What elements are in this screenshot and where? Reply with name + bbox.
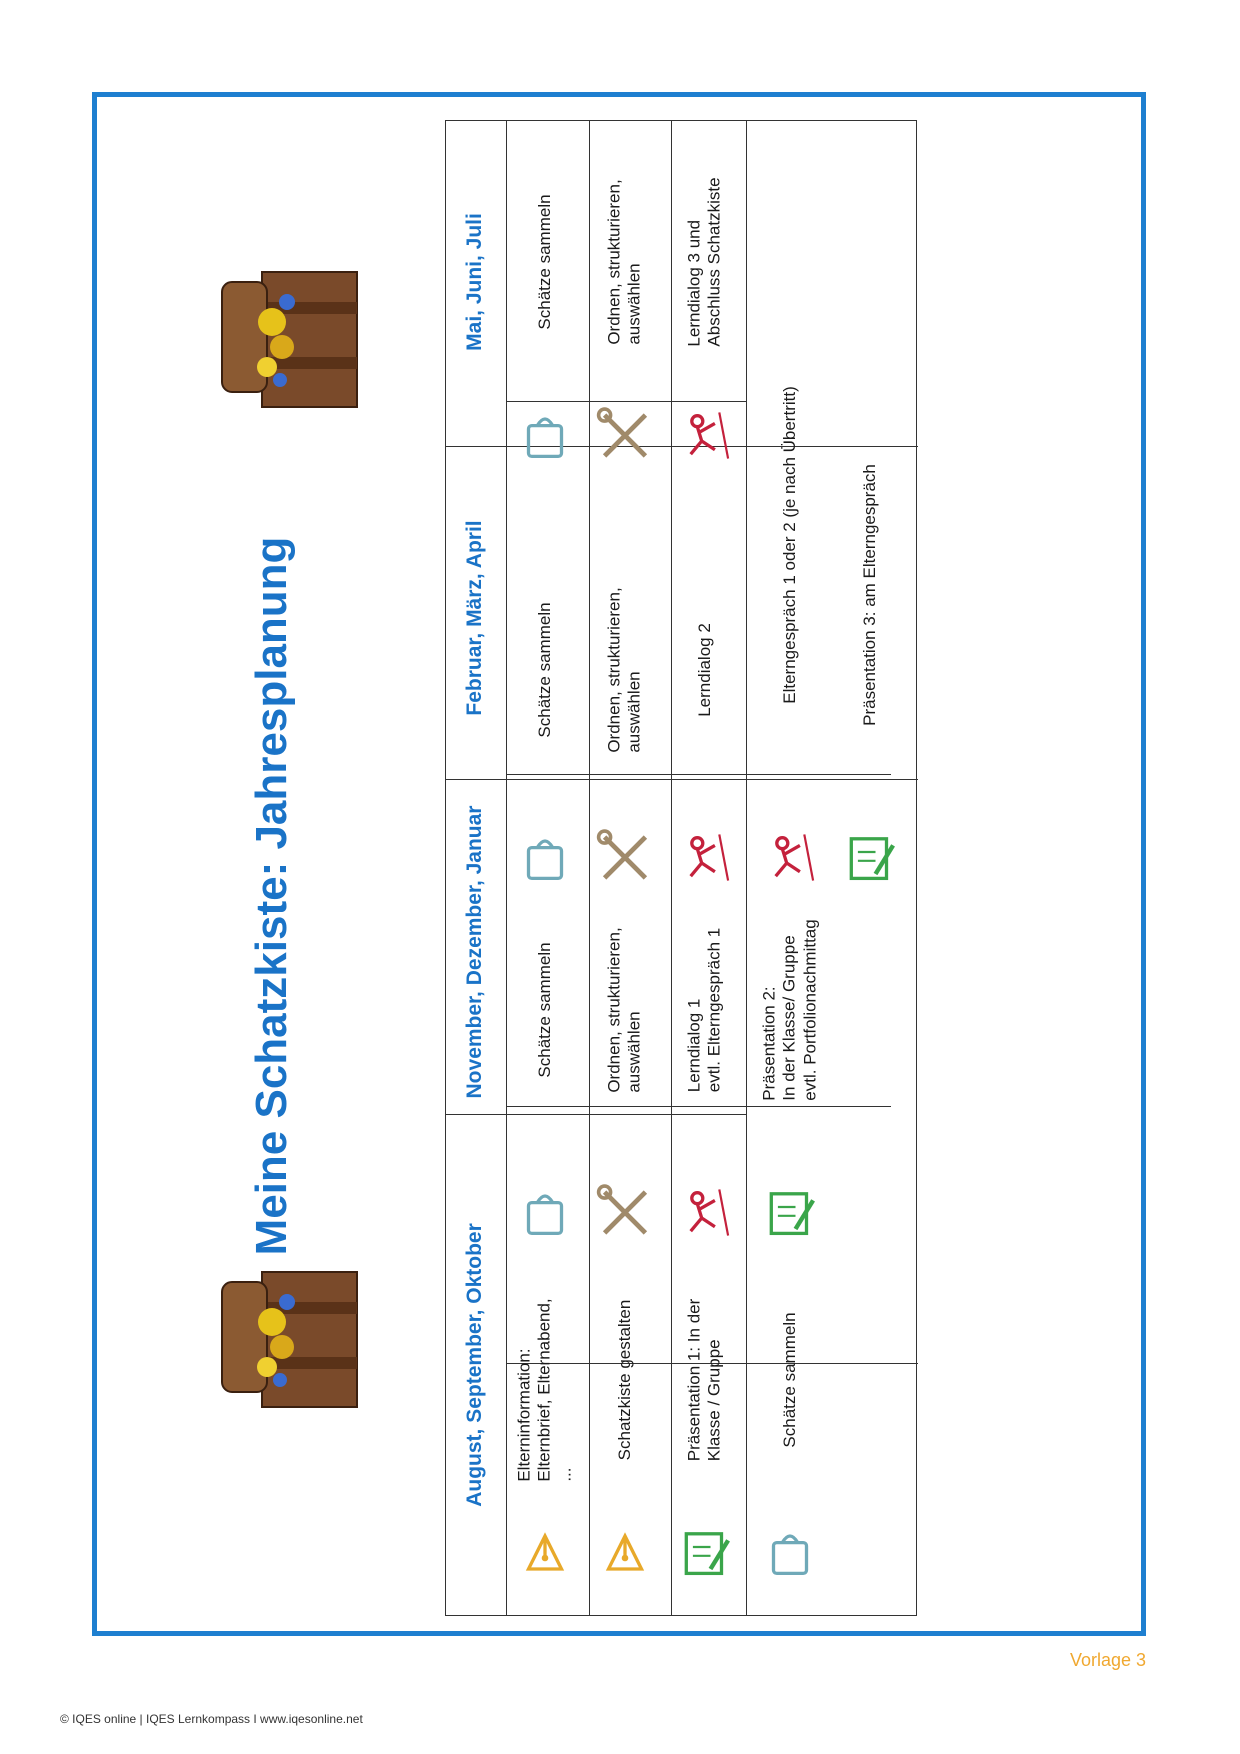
bag-icon: [518, 408, 573, 468]
aug-row-3-text: Präsentation 1: In der Klasse / Gruppe: [684, 1298, 724, 1462]
page-title: Meine Schatzkiste: Jahresplanung: [247, 536, 296, 1256]
nov-row-2-text: Ordnen, strukturieren, auswählen: [604, 927, 644, 1093]
mai-row-2-text: Ordnen, strukturieren, auswählen: [604, 179, 644, 345]
pen-nib-icon: [518, 1525, 573, 1585]
nov-row-1-text: Schätze sammeln: [534, 942, 554, 1078]
treasure-chest-icon: [212, 1262, 372, 1412]
elterngespraech-text: Elterngespräch 1 oder 2 (je nach Übertritt): [779, 386, 799, 704]
nov-row-4-text: Präsentation 2: In der Klasse/ Gruppe evtl. Portfolionachmittag: [759, 919, 820, 1101]
template-label: Vorlage 3: [1070, 1650, 1147, 1670]
feb-row-2-text: Ordnen, strukturieren, auswählen: [604, 587, 644, 753]
aug-row-2-text: Schatzkiste gestalten: [614, 1299, 634, 1461]
period-heading-feb: Februar, März, April: [462, 520, 486, 716]
period-heading-aug: August, September, Oktober: [462, 1223, 486, 1507]
tools-icon: [595, 1183, 655, 1248]
note-pencil-icon: [678, 1525, 733, 1585]
mai-row-1-text: Schätze sammeln: [534, 194, 554, 330]
period-heading-nov: November, Dezember, Januar: [462, 805, 486, 1099]
tools-icon: [595, 828, 655, 893]
climber-icon: [763, 830, 818, 890]
feb-row-3-text: Lerndialog 2: [694, 623, 714, 717]
period-heading-mai: Mai, Juni, Juli: [462, 213, 486, 351]
note-pencil-icon: [763, 1185, 818, 1245]
bag-icon: [518, 1185, 573, 1245]
feb-row-1-text: Schätze sammeln: [534, 602, 554, 738]
climber-icon: [678, 408, 733, 468]
note-pencil-icon: [843, 830, 898, 890]
aug-row-1-text: Elterninformation: Elternbrief, Elternabend, ...: [514, 1298, 575, 1482]
aug-row-4-text: Schätze sammeln: [779, 1312, 799, 1448]
nov-row-3-text: Lerndialog 1 evtl. Elterngespräch 1: [684, 927, 724, 1093]
climber-icon: [678, 1185, 733, 1245]
bag-icon: [763, 1525, 818, 1585]
praesentation3-text: Präsentation 3: am Elterngespräch: [859, 464, 879, 726]
mai-row-3-text: Lerndialog 3 und Abschluss Schatzkiste: [684, 177, 724, 347]
bag-icon: [518, 830, 573, 890]
treasure-chest-icon: [212, 262, 372, 412]
footer-credit: © IQES online | IQES Lernkompass I www.iqesonline.net: [60, 1712, 363, 1726]
pen-nib-icon: [598, 1525, 653, 1585]
climber-icon: [678, 830, 733, 890]
tools-icon: [595, 406, 655, 471]
